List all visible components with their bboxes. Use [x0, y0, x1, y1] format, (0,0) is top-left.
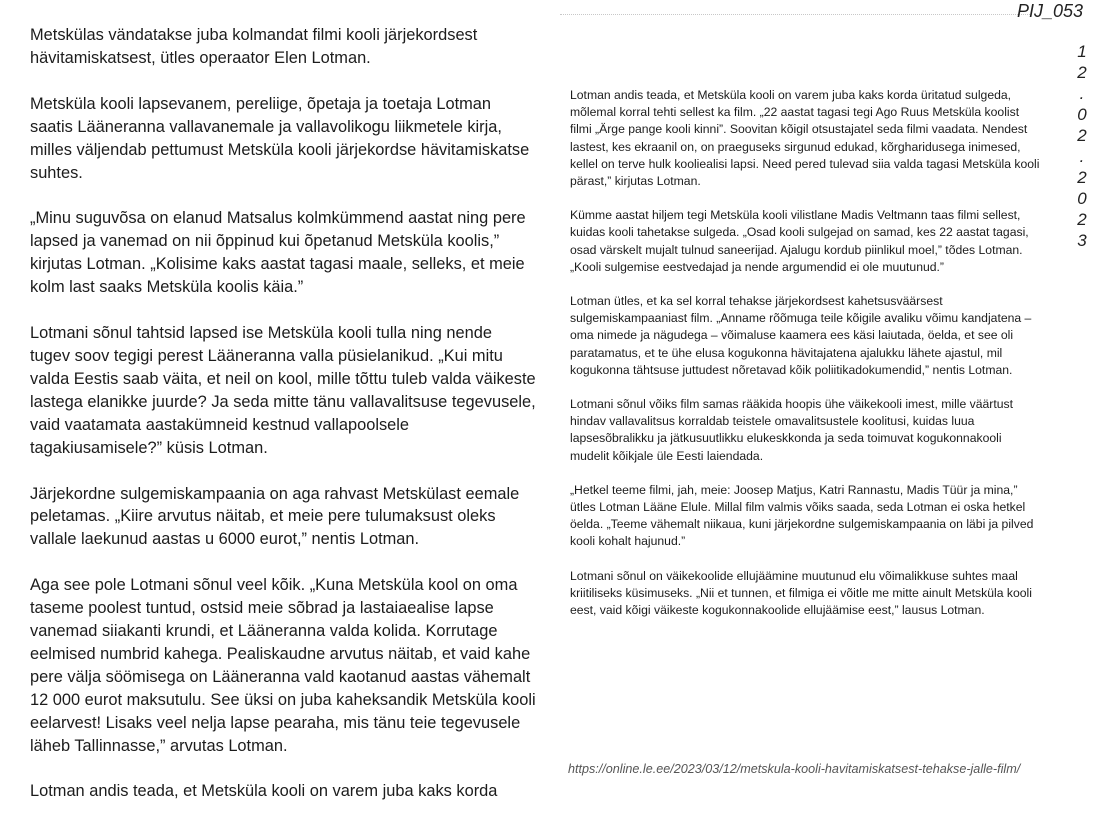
document-id: PIJ_053 [1016, 1, 1083, 21]
left-paragraph: Metsküla kooli lapsevanem, pereliige, õpetaja ja toetaja Lotman saatis Lääneranna vallavanemale ja vallavolikogu liikmetele kirja, milles väljendab pettumust Metsküla kooli järjekordse hävitamiskatse suhtes. [30, 94, 530, 182]
article-right-column [570, 87, 1070, 636]
left-paragraph: Metskülas vändatakse juba kolmandat filmi kooli järjekordsest hävitamiskatsest, ütles operaator Elen Lotman. [30, 26, 478, 67]
document-date: 1 2 . 0 2 . 2 0 2 3 [1077, 42, 1087, 250]
right-paragraph: Kümme aastat hiljem tegi Metsküla kooli vilistlane Madis Veltmann taas filmi sellest, kuidas kooli tahetakse sulgeda. „Osad kooli sulgejad on samad, kes 22 aastat tagasi, osad värskelt mujalt tulnud saneerijad. Ajalugu kordub piinlikul moel,” tõdes Lotman. „Kooli sulgemise eestvedajad ja nende argumendid ei ole muutunud.” [570, 208, 1029, 274]
right-paragraph: Lotman andis teada, et Metsküla kooli on varem juba kaks korda üritatud sulgeda, mõlemal korral tehti sellest ka film. „22 aastat tagasi tegi Ago Ruus Metsküla koolist filmi „Ärge pange kooli kinni”. Soovitan kõigil otsustajatel seda filmi vaadata. Nendest lastest, kes ekraanil on, on praeguseks sirgunud edukad, kõrgharidusega inimesed, kellel on terve hulk kooliealisi lapsi. Need pered tulevad siia valda tagasi Metsküla kooli pärast,” kirjutas Lotman. [570, 88, 1040, 189]
article-left-column [30, 24, 560, 826]
left-paragraph: Lotman andis teada, et Metsküla kooli on varem juba kaks korda [30, 782, 498, 801]
right-paragraph: Lotmani sõnul võiks film samas rääkida hoopis ühe väikekooli imest, mille väärtust hindav vallavalitsus korraldab teistele omavalitsustele koolitusi, kuidas luua lapsesõbralikku ja jätkusuutlikku elukeskkonda ja seda toimuvat kogukonnakooli mudelit kõikjale üle Eesti laiendada. [570, 397, 1014, 463]
left-paragraph: Järjekordne sulgemiskampaania on aga rahvast Metskülast eemale peletamas. „Kiire arvutus näitab, et meie pere tulumaksust oleks vallale laekunud aastas u 6000 eurot,” nentis Lotman. [30, 484, 520, 549]
left-paragraph: Aga see pole Lotmani sõnul veel kõik. „Kuna Metsküla kool on oma taseme poolest tuntud, ostsid meie sõbrad ja lastaiaealise lapse vanemad siiakanti krundi, et Lääneranna valda kolida. Korrutage eelmised numbrid kahega. Pealiskaudne arvutus näitab, et vaid kahe pere välja söömisega on Lääneranna vald kaotanud aastas vähemalt 12 000 eurot maksutulu. See üksi on juba kaheksandik Metsküla kooli eelarvest! Lisaks veel nelja lapse pearaha, mis tänu teie tegevusele läheb Tallinnasse,” arvutas Lotman. [30, 576, 536, 755]
right-paragraph: Lotman ütles, et ka sel korral tehakse järjekordsest kahetsusväärsest sulgemiskampaaniast film. „Anname rõõmuga teile kõigile avaliku võimu kandjatena – oma nimede ja nägudega – võimaluse kaamera ees käsi laiutada, öelda, et see oli paratamatus, et te ühe elusa kogukonna hävitajatena ajalukku lähete ajastul, mil kogukonna tähtsuse juttudest nõretavad kõik poliitikadokumendid,” nentis Lotman. [570, 294, 1032, 377]
right-paragraph: Lotmani sõnul on väikekoolide ellujäämine muutunud elu võimalikkuse suhtes maal kriitiliseks küsimuseks. „Nii et tunnen, et filmiga ei võitle me mitte ainult Metsküla kooli eest, vaid kõigi väikeste kogukonnakoolide ellujäämise eest,” lausus Lotman. [570, 568, 1032, 618]
left-paragraph: „Minu suguvõsa on elanud Matsalus kolmkümmend aastat ning pere lapsed ja vanemad on nii õppinud kui õpetanud Metsküla koolis,” kirjutas Lotman. „Kolisime kaks aastat tagasi maale, selleks, et meie kolm last saaks Metsküla koolis käia.” [30, 209, 526, 297]
scan-artifact-line [560, 14, 1030, 21]
source-url: https://online.le.ee/2023/03/12/metskula-kooli-havitamiskatsest-tehakse-jalle-film/ [568, 762, 1021, 776]
right-paragraph: „Hetkel teeme filmi, jah, meie: Joosep Matjus, Katri Rannastu, Madis Tüür ja mina,” ütles Lotman Lääne Elule. Millal film valmis võiks saada, seda Lotman ei oska hetkel öelda. „Teeme vähemalt niikaua, kuni järjekordne sulgemiskampaania on läbi ja pilved kooli kohalt hajunud.” [570, 482, 1034, 549]
left-paragraph: Lotmani sõnul tahtsid lapsed ise Metsküla kooli tulla ning nende tugev soov tegigi perest Lääneranna valla püsielanikud. „Kui mitu valda Eestis saab väita, et neil on kool, mille tõttu tuleb valda väikeste lastega elanikke juurde? Ja seda mitte tänu vallavalitsuse tegevusele, vaid vaatamata aastakümneid kestnud vallapoolsele tagakiusamisele?” küsis Lotman. [30, 324, 536, 457]
